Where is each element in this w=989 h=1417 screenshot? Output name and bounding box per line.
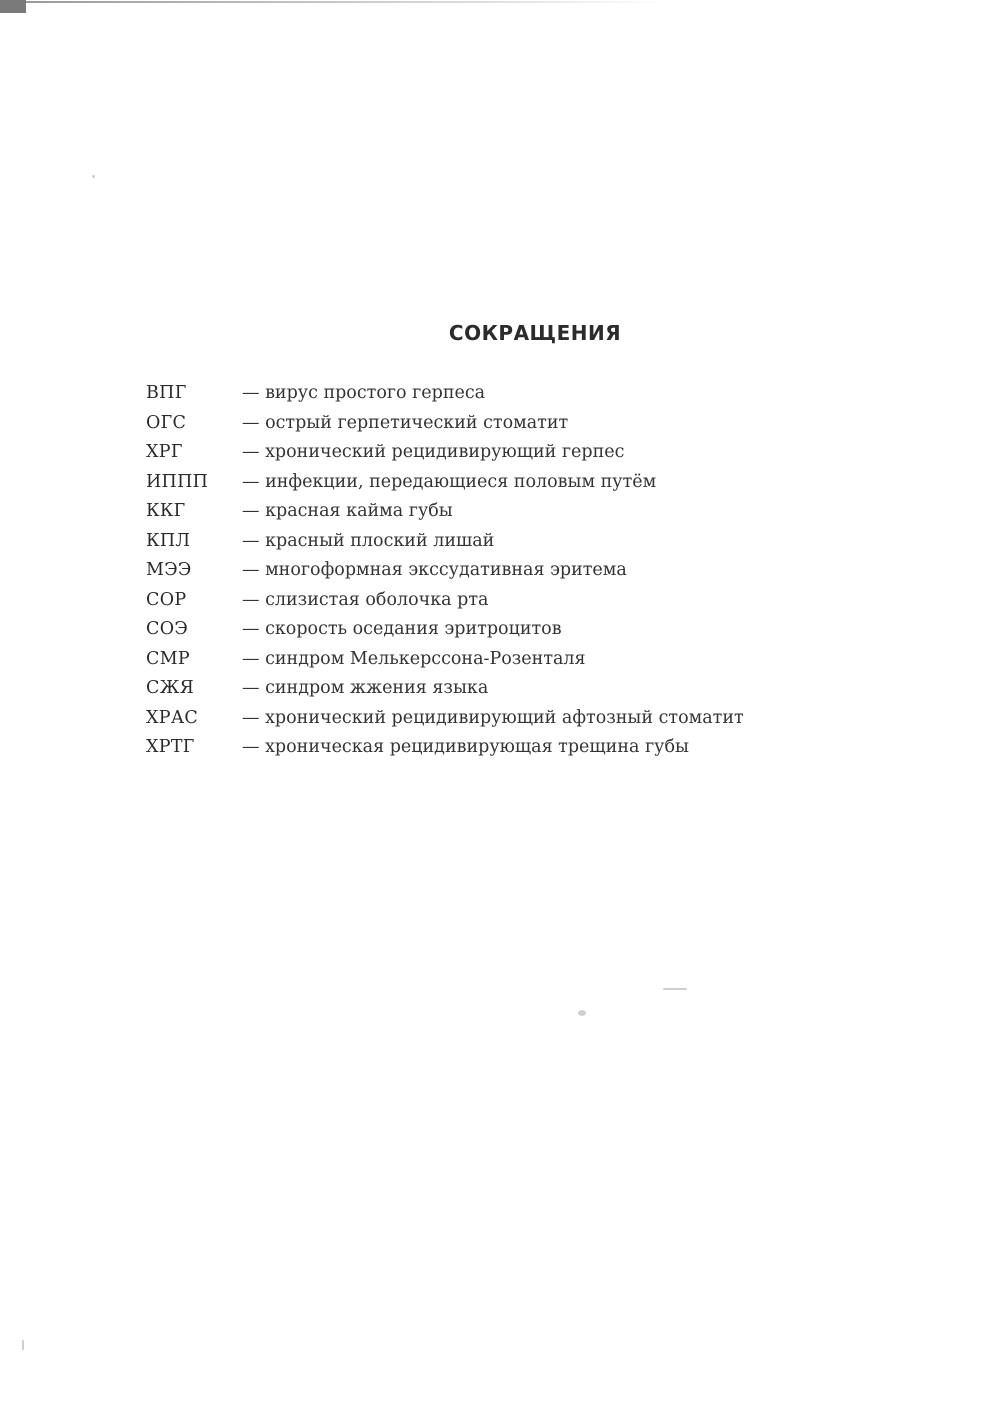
abbreviation-term: ККГ xyxy=(146,501,186,521)
abbreviation-row xyxy=(146,379,744,409)
abbreviation-term: ХРТГ xyxy=(146,737,195,757)
scan-speck xyxy=(663,988,687,990)
abbreviation-row xyxy=(146,704,744,734)
abbreviation-definition: — скорость оседания эритроцитов xyxy=(242,619,562,639)
scan-speck xyxy=(578,1010,586,1016)
page-title: СОКРАЩЕНИЯ xyxy=(448,321,622,345)
abbreviation-row xyxy=(146,409,744,439)
abbreviation-definition: — многоформная экссудативная эритема xyxy=(242,560,627,580)
abbreviation-term: ОГС xyxy=(146,412,187,433)
abbreviation-definition: — вирус простого герпеса xyxy=(242,383,486,403)
abbreviation-definition: — красная кайма губы xyxy=(242,501,453,521)
abbreviation-term: ХРАС xyxy=(146,707,199,728)
abbreviation-definition: — синдром жжения языка xyxy=(242,678,489,698)
abbreviation-term: ХРГ xyxy=(146,442,183,462)
abbreviation-definition: — хронический рецидивирующий афтозный стоматит xyxy=(242,707,744,728)
scan-edge-line xyxy=(26,1,666,3)
abbreviation-definition: — хроническая рецидивирующая трещина губы xyxy=(242,737,689,757)
abbreviation-row xyxy=(146,733,744,763)
abbreviation-term: СОР xyxy=(146,589,187,610)
abbreviation-row xyxy=(146,527,744,557)
abbreviation-row xyxy=(146,556,744,586)
abbreviation-definition: — красный плоский лишай xyxy=(242,530,495,551)
scan-speck xyxy=(92,175,95,178)
abbreviation-row xyxy=(146,645,744,675)
abbreviations-list xyxy=(146,379,744,763)
abbreviation-term: СМР xyxy=(146,648,190,669)
abbreviation-row xyxy=(146,438,744,468)
abbreviation-definition: — синдром Мелькерссона-Розенталя xyxy=(242,648,586,669)
abbreviation-definition: — острый герпетический стоматит xyxy=(242,412,569,433)
abbreviation-definition: — хронический рецидивирующий герпес xyxy=(242,442,625,462)
abbreviation-term: ИППП xyxy=(146,471,209,492)
abbreviation-term: КПЛ xyxy=(146,530,191,551)
abbreviation-definition: — инфекции, передающиеся половым путём xyxy=(242,471,657,492)
abbreviation-term: МЭЭ xyxy=(146,560,192,580)
abbreviation-row xyxy=(146,674,744,704)
abbreviation-row xyxy=(146,468,744,498)
abbreviation-definition: — слизистая оболочка рта xyxy=(242,589,489,610)
abbreviation-term: СОЭ xyxy=(146,619,189,639)
abbreviation-row xyxy=(146,586,744,616)
scan-edge-mark xyxy=(0,0,26,13)
abbreviation-row xyxy=(146,615,744,645)
scan-speck xyxy=(22,1340,24,1350)
abbreviation-row xyxy=(146,497,744,527)
abbreviation-term: СЖЯ xyxy=(146,678,195,698)
abbreviation-term: ВПГ xyxy=(146,383,187,403)
